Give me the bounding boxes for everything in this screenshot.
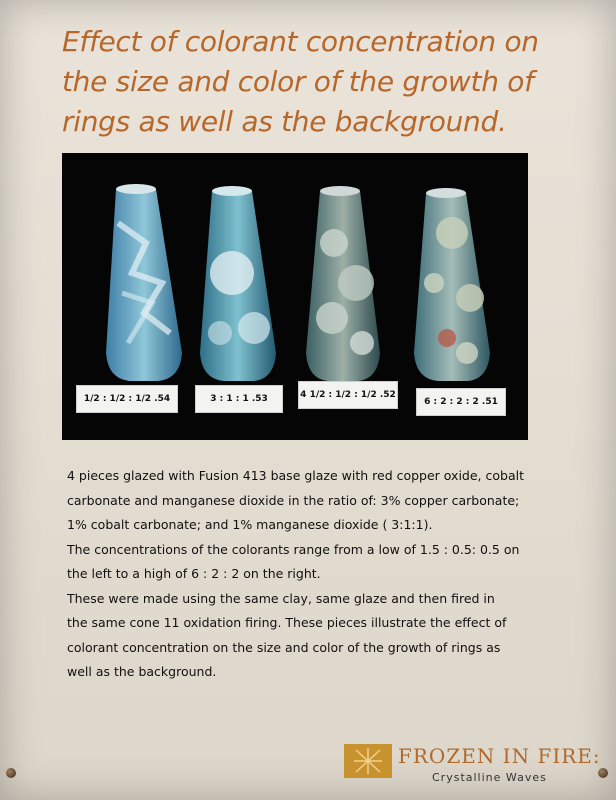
- vase-label: 6 : 2 : 2 : 2 .51: [416, 388, 506, 416]
- description-line: 4 pieces glazed with Fusion 413 base glaze with red copper oxide, cobalt: [67, 468, 524, 483]
- vase: [414, 188, 490, 381]
- vase-label: 3 : 1 : 1 .53: [195, 385, 283, 413]
- pin: [598, 768, 608, 778]
- description-text: [67, 464, 567, 685]
- pin: [6, 768, 16, 778]
- title-line: the size and color of the growth of: [62, 65, 534, 98]
- vase-photo: [62, 153, 528, 440]
- description-line: well as the background.: [67, 664, 217, 679]
- crystal-logo-icon: [344, 744, 392, 778]
- description-line: The concentrations of the colorants range from a low of 1.5 : 0.5: 0.5 on: [67, 541, 520, 557]
- description-line: These were made using the same clay, same glaze and then fired in: [67, 590, 495, 606]
- logo-subtitle: Crystalline Waves: [432, 771, 547, 784]
- logo-title: FROZEN IN FIRE:: [398, 744, 601, 768]
- description-line: the left to a high of 6 : 2 : 2 on the right.: [67, 566, 321, 581]
- title-line: Effect of colorant concentration on: [62, 25, 539, 58]
- vase: [200, 186, 276, 381]
- description-line: carbonate and manganese dioxide in the ratio of: 3% copper carbonate;: [67, 492, 520, 508]
- title-line: rings as well as the background.: [62, 105, 507, 138]
- description-line: the same cone 11 oxidation firing. These pieces illustrate the effect of: [67, 615, 507, 630]
- description-line: 1% cobalt carbonate; and 1% manganese dioxide ( 3:1:1).: [67, 517, 433, 532]
- vase: [106, 184, 182, 381]
- vase-label: 1/2 : 1/2 : 1/2 .54: [76, 385, 178, 413]
- poster-title: [62, 22, 592, 142]
- vase-label: 4 1/2 : 1/2 : 1/2 .52: [298, 381, 398, 409]
- description-line: colorant concentration on the size and color of the growth of rings as: [67, 639, 501, 655]
- vase: [306, 186, 380, 381]
